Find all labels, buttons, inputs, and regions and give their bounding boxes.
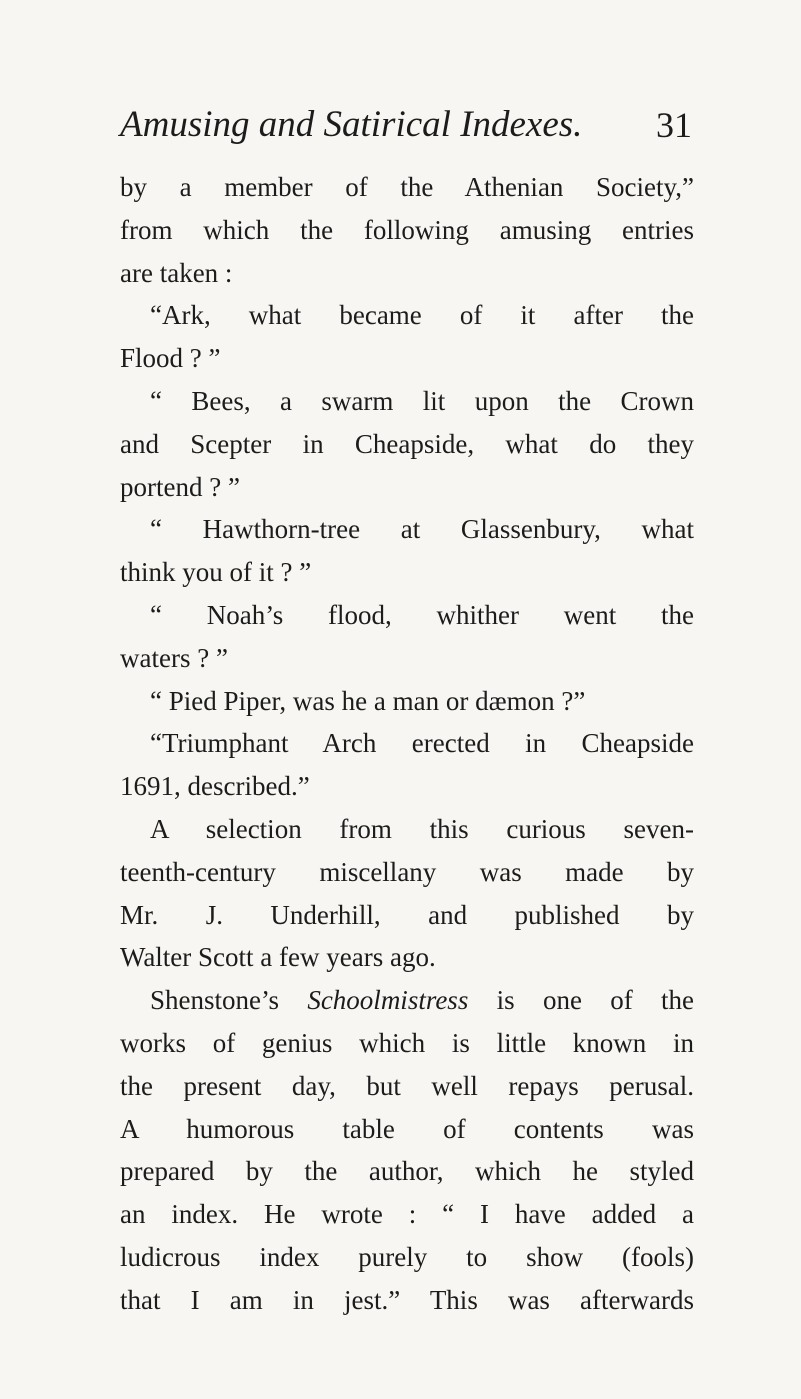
text-line: “ Noah’s flood, whither went the xyxy=(150,599,694,630)
text-line: “ Bees, a swarm lit upon the Crown xyxy=(150,385,694,416)
text-line: Flood ? ” xyxy=(120,343,221,374)
text-line: works of genius which is little known in xyxy=(120,1027,694,1058)
text-line: “Ark, what became of it after the xyxy=(150,300,694,331)
text-line: A humorous table of contents was xyxy=(120,1113,694,1144)
text-line: think you of it ? ” xyxy=(120,557,312,588)
author-name: Shenstone’s xyxy=(150,985,280,1016)
running-title: Amusing and Satirical Indexes. xyxy=(120,104,583,145)
body-text xyxy=(120,166,694,1322)
page-number: 31 xyxy=(656,105,692,145)
text-line: ludicrous index purely to show (fools) xyxy=(120,1241,694,1272)
text-line: A selection from this curious seven- xyxy=(150,813,694,844)
text-fragment: is one of the xyxy=(496,985,695,1016)
running-head xyxy=(120,100,692,150)
text-line: Mr. J. Underhill, and published by xyxy=(120,899,694,930)
text-line: an index. He wrote : “ I have added a xyxy=(120,1199,694,1230)
text-line: the present day, but well repays perusal. xyxy=(120,1070,694,1101)
text-line: 1691, described.” xyxy=(120,771,310,802)
text-line: Walter Scott a few years ago. xyxy=(120,942,436,973)
text-line: by a member of the Athenian Society,” xyxy=(120,172,694,202)
text-line: prepared by the author, which he styled xyxy=(120,1156,694,1187)
text-line: waters ? ” xyxy=(120,642,228,673)
text-line xyxy=(120,979,694,1022)
text-line: portend ? ” xyxy=(120,471,240,502)
text-line: from which the following amusing entries xyxy=(120,214,694,245)
text-line: and Scepter in Cheapside, what do they xyxy=(120,428,694,459)
text-line: “ Hawthorn-tree at Glassenbury, what xyxy=(150,514,694,545)
work-title: Schoolmistress xyxy=(307,985,469,1016)
text-line: “Triumphant Arch erected in Cheapside xyxy=(150,728,694,759)
text-line: “ Pied Piper, was he a man or dæmon ?” xyxy=(150,685,586,716)
text-line: are taken : xyxy=(120,257,233,288)
text-line: that I am in jest.” This was afterwards xyxy=(120,1284,694,1315)
text-line: teenth-century miscellany was made by xyxy=(120,856,694,887)
